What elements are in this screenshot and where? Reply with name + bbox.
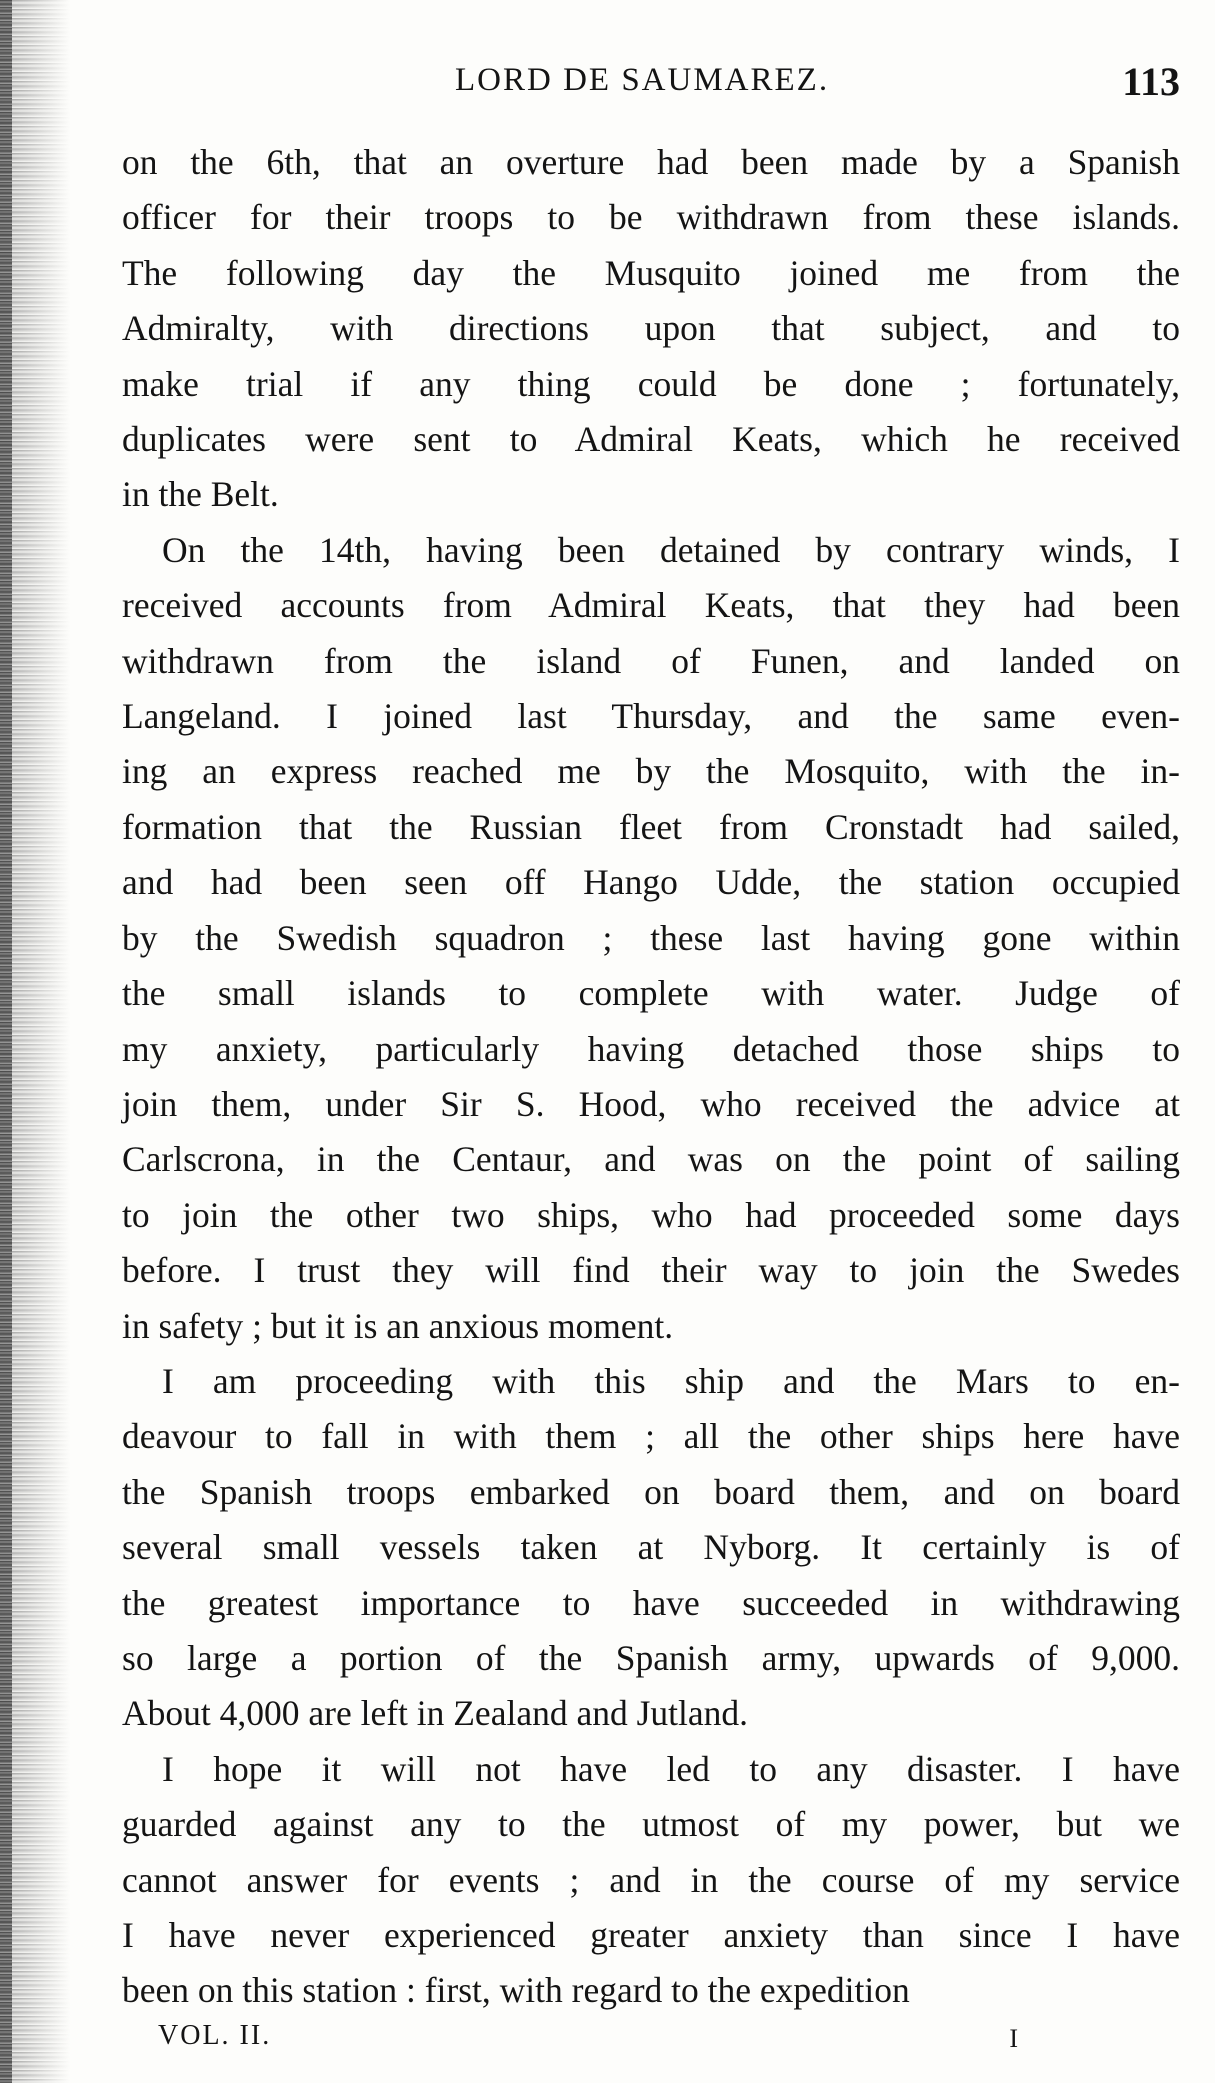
text-line: About 4,000 are left in Zealand and Jutland.: [122, 1693, 748, 1734]
running-title: LORD DE SAUMAREZ.: [455, 62, 830, 98]
text-line: The following day the Musquito joined me from the: [122, 252, 1180, 293]
paragraph: [122, 1354, 1180, 1742]
text-line: Admiralty, with directions upon that subject, and to: [122, 308, 1180, 349]
text-line: ing an express reached me by the Mosquito, with the in-: [122, 751, 1180, 792]
text-line: On the 14th, having been detained by contrary winds, I: [162, 529, 1180, 570]
text-line: in the Belt.: [122, 474, 279, 515]
text-line: and had been seen off Hango Udde, the station occupied: [122, 862, 1180, 903]
text-line: been on this station : first, with regard to the expedition: [122, 1970, 910, 2011]
body-text: [122, 135, 1180, 2019]
text-line: received accounts from Admiral Keats, that they had been: [122, 585, 1180, 626]
text-line: so large a portion of the Spanish army, upwards of 9,000.: [122, 1637, 1180, 1678]
text-line: Carlscrona, in the Centaur, and was on the point of sailing: [122, 1139, 1180, 1180]
paragraph: [122, 1742, 1180, 2019]
text-line: deavour to fall in with them ; all the other ships here have: [122, 1416, 1180, 1457]
page-number: 113: [1122, 59, 1180, 104]
page-header: [120, 59, 1180, 112]
text-line: I have never experienced greater anxiety than since I have: [122, 1915, 1180, 1955]
paragraph: [122, 523, 1180, 1354]
text-line: the small islands to complete with water. Judge of: [122, 973, 1180, 1014]
text-line: by the Swedish squadron ; these last having gone within: [122, 917, 1180, 958]
text-line: cannot answer for events ; and in the course of my service: [122, 1859, 1180, 1900]
text-line: to join the other two ships, who had proceeded some days: [122, 1194, 1180, 1235]
signature-mark: I: [1009, 2024, 1018, 2053]
text-line: withdrawn from the island of Funen, and landed on: [122, 640, 1180, 681]
gutter-edge: [0, 0, 12, 2083]
text-line: join them, under Sir S. Hood, who received the advice at: [122, 1083, 1180, 1124]
text-line: in safety ; but it is an anxious moment.: [122, 1305, 674, 1346]
text-line: make trial if any thing could be done ; fortunately,: [122, 363, 1180, 404]
page-footer: [158, 2020, 1038, 2060]
text-line: the Spanish troops embarked on board them, and on board: [122, 1471, 1180, 1512]
text-line: formation that the Russian fleet from Cronstadt had sailed,: [122, 806, 1180, 847]
text-line: guarded against any to the utmost of my power, but we: [122, 1804, 1180, 1845]
paragraph: [122, 135, 1180, 523]
text-line: I am proceeding with this ship and the Mars to en-: [162, 1360, 1180, 1401]
text-line: the greatest importance to have succeeded in withdrawing: [122, 1582, 1180, 1623]
text-line: duplicates were sent to Admiral Keats, which he received: [122, 419, 1180, 460]
text-line: several small vessels taken at Nyborg. It certainly is of: [122, 1527, 1180, 1568]
text-line: I hope it will not have led to any disaster. I have: [162, 1748, 1180, 1789]
text-line: on the 6th, that an overture had been made by a Spanish: [122, 142, 1180, 182]
text-line: officer for their troops to be withdrawn from these islands.: [122, 197, 1180, 238]
text-line: my anxiety, particularly having detached those ships to: [122, 1028, 1180, 1069]
volume-label: VOL. II.: [158, 2020, 272, 2051]
text-line: before. I trust they will find their way to join the Swedes: [122, 1250, 1180, 1291]
text-line: Langeland. I joined last Thursday, and the same even-: [122, 696, 1180, 737]
